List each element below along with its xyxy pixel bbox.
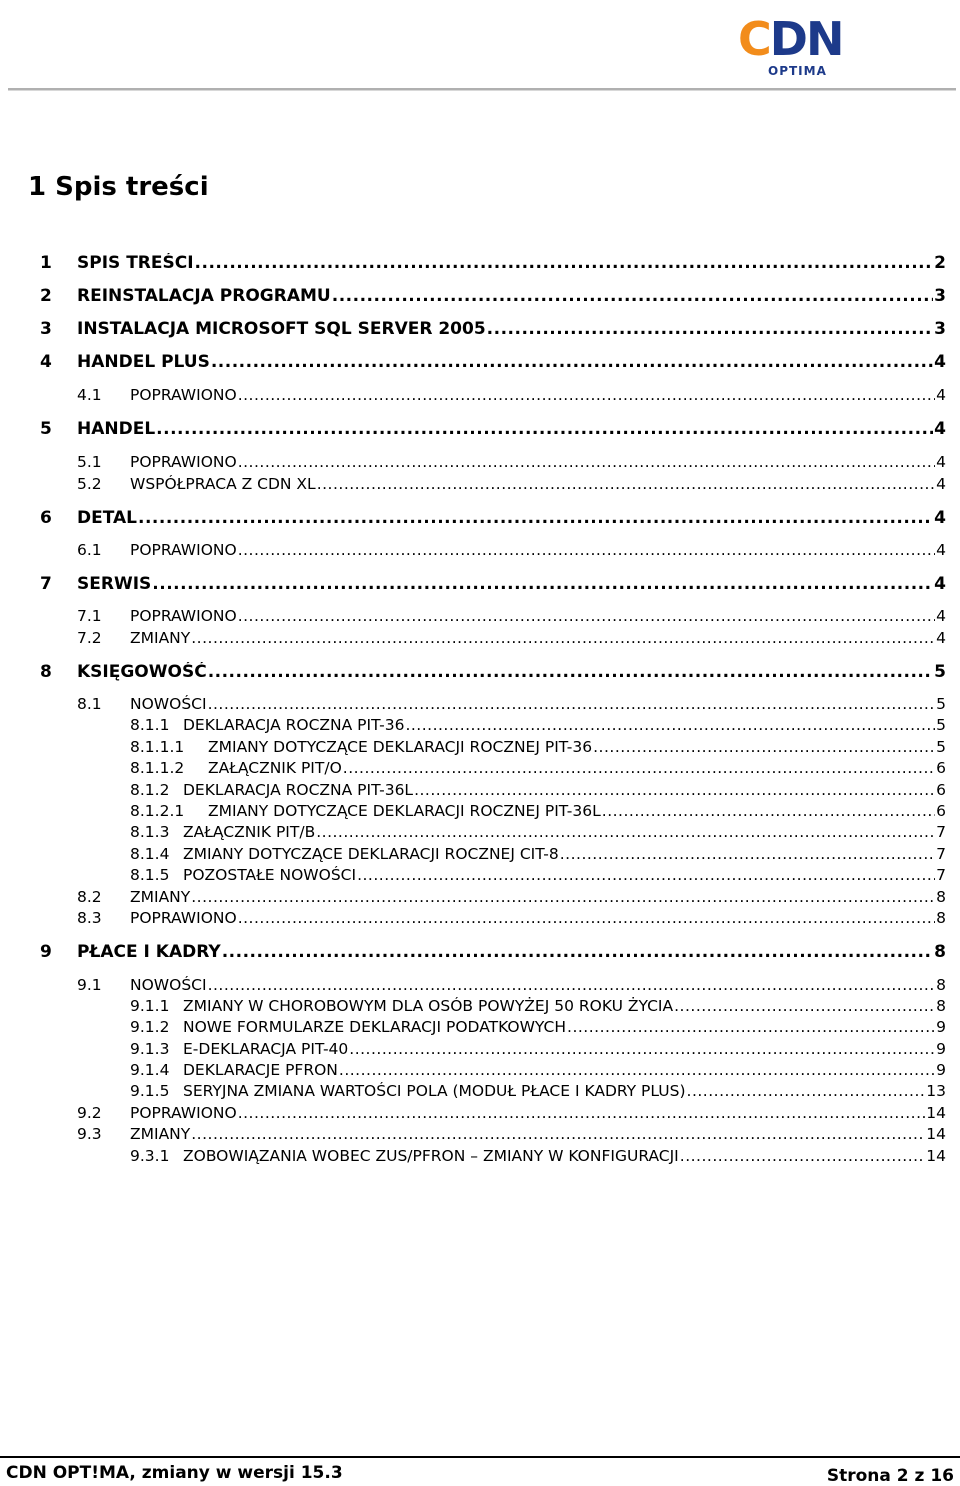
toc-entry-link[interactable] bbox=[77, 253, 946, 273]
toc-entry-title: DEKLARACJA ROCZNA PIT-36L bbox=[183, 781, 414, 799]
toc-dot-leader bbox=[191, 1125, 925, 1143]
toc-entry-number: 8.1.2.1 bbox=[130, 802, 185, 820]
toc-entry-page: 4 bbox=[934, 352, 946, 372]
toc-entry-page: 8 bbox=[936, 976, 946, 994]
toc-entry[interactable] bbox=[0, 695, 960, 715]
toc-entry-title: ZMIANY bbox=[130, 629, 191, 647]
toc-entry-number: 9.3.1 bbox=[130, 1147, 170, 1165]
toc-entry-number: 9.1.4 bbox=[130, 1061, 170, 1079]
toc-entry-link[interactable] bbox=[130, 1104, 946, 1122]
toc-entry-link[interactable] bbox=[130, 607, 946, 625]
toc-entry-link[interactable] bbox=[77, 352, 946, 372]
toc-entry[interactable] bbox=[0, 352, 960, 372]
toc-entry-page: 8 bbox=[936, 909, 946, 927]
toc-dot-leader bbox=[138, 508, 933, 528]
toc-entry-page: 4 bbox=[934, 419, 946, 439]
toc-entry-number: 8.1 bbox=[77, 695, 102, 713]
toc-entry-page: 4 bbox=[934, 574, 946, 594]
toc-entry-number: 5.1 bbox=[77, 453, 102, 471]
toc-dot-leader bbox=[680, 1147, 926, 1165]
header-divider bbox=[8, 88, 956, 91]
toc-entry[interactable] bbox=[0, 716, 960, 736]
toc-entry-number: 8 bbox=[40, 662, 52, 682]
toc-entry-page: 8 bbox=[936, 888, 946, 906]
toc-entry-link[interactable] bbox=[183, 997, 946, 1015]
cdn-optima-logo bbox=[738, 14, 856, 80]
toc-entry-link[interactable] bbox=[183, 781, 946, 799]
toc-entry[interactable] bbox=[0, 1061, 960, 1081]
toc-entry-page: 4 bbox=[934, 508, 946, 528]
footer-divider bbox=[0, 1456, 960, 1458]
toc-entry-link[interactable] bbox=[77, 942, 946, 962]
toc-entry-page: 8 bbox=[934, 942, 946, 962]
toc-entry[interactable] bbox=[0, 942, 960, 962]
toc-entry-number: 8.1.3 bbox=[130, 823, 170, 841]
toc-entry[interactable] bbox=[0, 781, 960, 801]
page-title: 1 Spis treści bbox=[28, 172, 209, 202]
toc-entry-page: 5 bbox=[936, 716, 946, 734]
page-header bbox=[0, 0, 960, 92]
toc-entry-link[interactable] bbox=[183, 1147, 946, 1165]
toc-entry-title: ZMIANY DOTYCZĄCE DEKLARACJI ROCZNEJ PIT-36L bbox=[208, 802, 601, 820]
toc-entry-number: 1 bbox=[40, 253, 52, 273]
toc-entry-page: 8 bbox=[936, 997, 946, 1015]
toc-dot-leader bbox=[222, 942, 933, 962]
toc-entry[interactable] bbox=[0, 823, 960, 843]
toc-entry-link[interactable] bbox=[183, 1061, 946, 1079]
toc-entry-title: SERWIS bbox=[77, 574, 152, 594]
toc-dot-leader bbox=[357, 866, 935, 884]
toc-entry[interactable] bbox=[0, 286, 960, 306]
toc-entry-number: 3 bbox=[40, 319, 52, 339]
toc-dot-leader bbox=[567, 1018, 935, 1036]
toc-dot-leader bbox=[191, 888, 935, 906]
toc-entry[interactable] bbox=[0, 662, 960, 682]
toc-entry-link[interactable] bbox=[183, 1018, 946, 1036]
toc-dot-leader bbox=[593, 738, 935, 756]
toc-dot-leader bbox=[211, 352, 933, 372]
toc-entry-link[interactable] bbox=[77, 508, 946, 528]
toc-entry-page: 7 bbox=[936, 866, 946, 884]
toc-entry-title: PŁACE I KADRY bbox=[77, 942, 221, 962]
toc-entry[interactable] bbox=[0, 319, 960, 339]
toc-entry-number: 9.1.1 bbox=[130, 997, 170, 1015]
toc-entry[interactable] bbox=[0, 629, 960, 649]
toc-entry-link[interactable] bbox=[130, 453, 946, 471]
toc-dot-leader bbox=[405, 716, 935, 734]
toc-entry-page: 9 bbox=[936, 1018, 946, 1036]
toc-entry-link[interactable] bbox=[77, 574, 946, 594]
toc-entry-page: 5 bbox=[936, 695, 946, 713]
toc-dot-leader bbox=[316, 823, 935, 841]
toc-entry-number: 9.2 bbox=[77, 1104, 102, 1122]
toc-dot-leader bbox=[238, 909, 935, 927]
toc-entry[interactable] bbox=[0, 759, 960, 779]
toc-entry-page: 3 bbox=[934, 286, 946, 306]
toc-entry-number: 9.3 bbox=[77, 1125, 102, 1143]
toc-entry-title: ZMIANY W CHOROBOWYM DLA OSÓB POWYŻEJ 50 ROKU ŻYCIA bbox=[183, 997, 674, 1015]
toc-entry-title: ZAŁĄCZNIK PIT/B bbox=[183, 823, 316, 841]
toc-entry-number: 8.1.1 bbox=[130, 716, 170, 734]
toc-dot-leader bbox=[208, 695, 936, 713]
toc-entry-title: ZMIANY bbox=[130, 1125, 191, 1143]
toc-entry-number: 8.1.2 bbox=[130, 781, 170, 799]
toc-entry-title: POPRAWIONO bbox=[130, 909, 237, 927]
toc-entry[interactable] bbox=[0, 508, 960, 528]
toc-dot-leader bbox=[487, 319, 933, 339]
toc-entry-title: SPIS TREŚCI bbox=[77, 253, 194, 273]
toc-entry-page: 4 bbox=[936, 386, 946, 404]
toc-entry-number: 7 bbox=[40, 574, 52, 594]
toc-entry-title: POPRAWIONO bbox=[130, 1104, 237, 1122]
toc-entry[interactable] bbox=[0, 888, 960, 908]
toc-entry-link[interactable] bbox=[208, 759, 946, 777]
toc-entry-link[interactable] bbox=[208, 802, 946, 820]
toc-entry-number: 8.1.1.1 bbox=[130, 738, 185, 756]
toc-entry[interactable] bbox=[0, 976, 960, 996]
logo-wordmark bbox=[738, 14, 842, 64]
toc-entry[interactable] bbox=[0, 845, 960, 865]
toc-entry-number: 9.1.5 bbox=[130, 1082, 170, 1100]
toc-entry-page: 7 bbox=[936, 823, 946, 841]
toc-entry-link[interactable] bbox=[130, 475, 946, 493]
toc-entry-page: 4 bbox=[936, 453, 946, 471]
toc-entry-link[interactable] bbox=[130, 888, 946, 906]
toc-entry-title: E-DEKLARACJA PIT-40 bbox=[183, 1040, 349, 1058]
toc-dot-leader bbox=[674, 997, 935, 1015]
toc-entry-number: 6.1 bbox=[77, 541, 102, 559]
toc-entry-number: 8.3 bbox=[77, 909, 102, 927]
toc-entry-number: 5.2 bbox=[77, 475, 102, 493]
toc-entry-page: 14 bbox=[926, 1125, 946, 1143]
toc-entry[interactable] bbox=[0, 541, 960, 561]
toc-dot-leader bbox=[343, 759, 935, 777]
toc-entry[interactable] bbox=[0, 1082, 960, 1102]
toc-entry-title: NOWOŚCI bbox=[130, 976, 207, 994]
toc-entry[interactable] bbox=[0, 909, 960, 929]
toc-entry-page: 14 bbox=[926, 1104, 946, 1122]
toc-entry-title: ZMIANY bbox=[130, 888, 191, 906]
toc-entry[interactable] bbox=[0, 574, 960, 594]
toc-entry-title: POPRAWIONO bbox=[130, 541, 237, 559]
toc-entry-title: DEKLARACJA ROCZNA PIT-36 bbox=[183, 716, 405, 734]
toc-entry[interactable] bbox=[0, 386, 960, 406]
toc-entry-link[interactable] bbox=[77, 662, 946, 682]
toc-entry-link[interactable] bbox=[130, 1125, 946, 1143]
toc-dot-leader bbox=[238, 453, 935, 471]
toc-entry-page: 3 bbox=[934, 319, 946, 339]
toc-entry[interactable] bbox=[0, 419, 960, 439]
footer-page-number: Strona 2 z 16 bbox=[826, 1466, 954, 1486]
toc-entry-page: 4 bbox=[936, 629, 946, 647]
toc-entry-page: 14 bbox=[926, 1147, 946, 1165]
toc-dot-leader bbox=[332, 286, 933, 306]
toc-entry-link[interactable] bbox=[183, 823, 946, 841]
toc-entry-number: 8.1.1.2 bbox=[130, 759, 185, 777]
toc-dot-leader bbox=[191, 629, 935, 647]
toc-entry-number: 8.2 bbox=[77, 888, 102, 906]
toc-entry[interactable] bbox=[0, 1147, 960, 1167]
toc-entry-number: 9.1 bbox=[77, 976, 102, 994]
toc-entry-link[interactable] bbox=[183, 1040, 946, 1058]
toc-entry-link[interactable] bbox=[183, 866, 946, 884]
toc-entry-link[interactable] bbox=[130, 386, 946, 404]
toc-entry-title: ZAŁĄCZNIK PIT/O bbox=[208, 759, 342, 777]
logo-letter-c: C bbox=[738, 12, 770, 66]
toc-dot-leader bbox=[349, 1040, 935, 1058]
toc-entry-title: POPRAWIONO bbox=[130, 453, 237, 471]
toc-entry-title: DETAL bbox=[77, 508, 137, 528]
toc-entry[interactable] bbox=[0, 1040, 960, 1060]
toc-entry-page: 6 bbox=[936, 781, 946, 799]
toc-entry-title: ZMIANY DOTYCZĄCE DEKLARACJI ROCZNEJ PIT-36 bbox=[208, 738, 593, 756]
toc-entry[interactable] bbox=[0, 607, 960, 627]
toc-entry-number: 4 bbox=[40, 352, 52, 372]
toc-entry-page: 4 bbox=[936, 475, 946, 493]
toc-entry-title: REINSTALACJA PROGRAMU bbox=[77, 286, 331, 306]
toc-dot-leader bbox=[208, 976, 936, 994]
toc-dot-leader bbox=[414, 781, 935, 799]
toc-entry-link[interactable] bbox=[183, 716, 946, 734]
toc-entry-title: HANDEL bbox=[77, 419, 156, 439]
toc-dot-leader bbox=[238, 1104, 926, 1122]
toc-entry-title: POZOSTAŁE NOWOŚCI bbox=[183, 866, 357, 884]
toc-entry-number: 8.1.4 bbox=[130, 845, 170, 863]
toc-entry-page: 9 bbox=[936, 1040, 946, 1058]
toc-entry[interactable] bbox=[0, 1125, 960, 1145]
toc-entry-number: 4.1 bbox=[77, 386, 102, 404]
toc-entry-title: WSPÓŁPRACA Z CDN XL bbox=[130, 475, 316, 493]
toc-entry-page: 5 bbox=[934, 662, 946, 682]
toc-entry-page: 2 bbox=[934, 253, 946, 273]
toc-entry-page: 13 bbox=[926, 1082, 946, 1100]
toc-entry-number: 2 bbox=[40, 286, 52, 306]
toc-entry-link[interactable] bbox=[183, 845, 946, 863]
toc-entry-page: 4 bbox=[936, 607, 946, 625]
toc-entry-page: 6 bbox=[936, 802, 946, 820]
toc-entry-number: 8.1.5 bbox=[130, 866, 170, 884]
toc-entry-number: 6 bbox=[40, 508, 52, 528]
toc-entry-link[interactable] bbox=[130, 976, 946, 994]
toc-entry[interactable] bbox=[0, 997, 960, 1017]
toc-entry[interactable] bbox=[0, 453, 960, 473]
toc-entry-link[interactable] bbox=[130, 695, 946, 713]
toc-entry-page: 6 bbox=[936, 759, 946, 777]
toc-entry-link[interactable] bbox=[77, 419, 946, 439]
footer-document-title: CDN OPT!MA, zmiany w wersji 15.3 bbox=[6, 1463, 343, 1483]
toc-entry-link[interactable] bbox=[183, 1082, 946, 1100]
toc-entry-title: NOWE FORMULARZE DEKLARACJI PODATKOWYCH bbox=[183, 1018, 567, 1036]
toc-entry-page: 5 bbox=[936, 738, 946, 756]
toc-dot-leader bbox=[152, 574, 933, 594]
toc-entry-title: NOWOŚCI bbox=[130, 695, 207, 713]
toc-entry-title: DEKLARACJE PFRON bbox=[183, 1061, 338, 1079]
toc-entry-number: 9.1.3 bbox=[130, 1040, 170, 1058]
toc-entry-title: HANDEL PLUS bbox=[77, 352, 210, 372]
toc-entry-number: 7.2 bbox=[77, 629, 102, 647]
toc-entry-link[interactable] bbox=[77, 286, 946, 306]
toc-entry-number: 5 bbox=[40, 419, 52, 439]
toc-entry-page: 7 bbox=[936, 845, 946, 863]
toc-entry-link[interactable] bbox=[208, 738, 946, 756]
toc-entry-number: 9.1.2 bbox=[130, 1018, 170, 1036]
toc-dot-leader bbox=[339, 1061, 935, 1079]
toc-entry[interactable] bbox=[0, 866, 960, 886]
toc-entry-link[interactable] bbox=[130, 909, 946, 927]
logo-letters-dn: DN bbox=[769, 12, 843, 66]
toc-dot-leader bbox=[560, 845, 935, 863]
toc-dot-leader bbox=[156, 419, 933, 439]
toc-entry[interactable] bbox=[0, 1018, 960, 1038]
toc-dot-leader bbox=[238, 386, 935, 404]
toc-entry-title: KSIĘGOWOŚĆ bbox=[77, 662, 207, 682]
toc-entry-number: 7.1 bbox=[77, 607, 102, 625]
toc-entry[interactable] bbox=[0, 802, 960, 822]
toc-entry-title: ZMIANY DOTYCZĄCE DEKLARACJI ROCZNEJ CIT-8 bbox=[183, 845, 559, 863]
toc-entry-title: INSTALACJA MICROSOFT SQL SERVER 2005 bbox=[77, 319, 486, 339]
toc-dot-leader bbox=[238, 607, 935, 625]
toc-entry[interactable] bbox=[0, 1104, 960, 1124]
toc-entry-link[interactable] bbox=[130, 629, 946, 647]
toc-dot-leader bbox=[208, 662, 933, 682]
toc-dot-leader bbox=[238, 541, 935, 559]
toc-entry-link[interactable] bbox=[130, 541, 946, 559]
toc-entry-title: SERYJNA ZMIANA WARTOŚCI POLA (MODUŁ PŁACE I KADRY PLUS) bbox=[183, 1082, 686, 1100]
toc-entry-link[interactable] bbox=[77, 319, 946, 339]
toc-entry-title: ZOBOWIĄZANIA WOBEC ZUS/PFRON – ZMIANY W KONFIGURACJI bbox=[183, 1147, 679, 1165]
toc-dot-leader bbox=[687, 1082, 926, 1100]
toc-entry[interactable] bbox=[0, 738, 960, 758]
toc-entry-title: POPRAWIONO bbox=[130, 607, 237, 625]
toc-entry-title: POPRAWIONO bbox=[130, 386, 237, 404]
logo-subtitle: OPTIMA bbox=[768, 64, 827, 78]
toc-entry-number: 9 bbox=[40, 942, 52, 962]
toc-dot-leader bbox=[602, 802, 935, 820]
toc-dot-leader bbox=[195, 253, 934, 273]
toc-entry-page: 9 bbox=[936, 1061, 946, 1079]
toc-dot-leader bbox=[317, 475, 935, 493]
toc-entry[interactable] bbox=[0, 253, 960, 273]
toc-entry[interactable] bbox=[0, 475, 960, 495]
toc-entry-page: 4 bbox=[936, 541, 946, 559]
